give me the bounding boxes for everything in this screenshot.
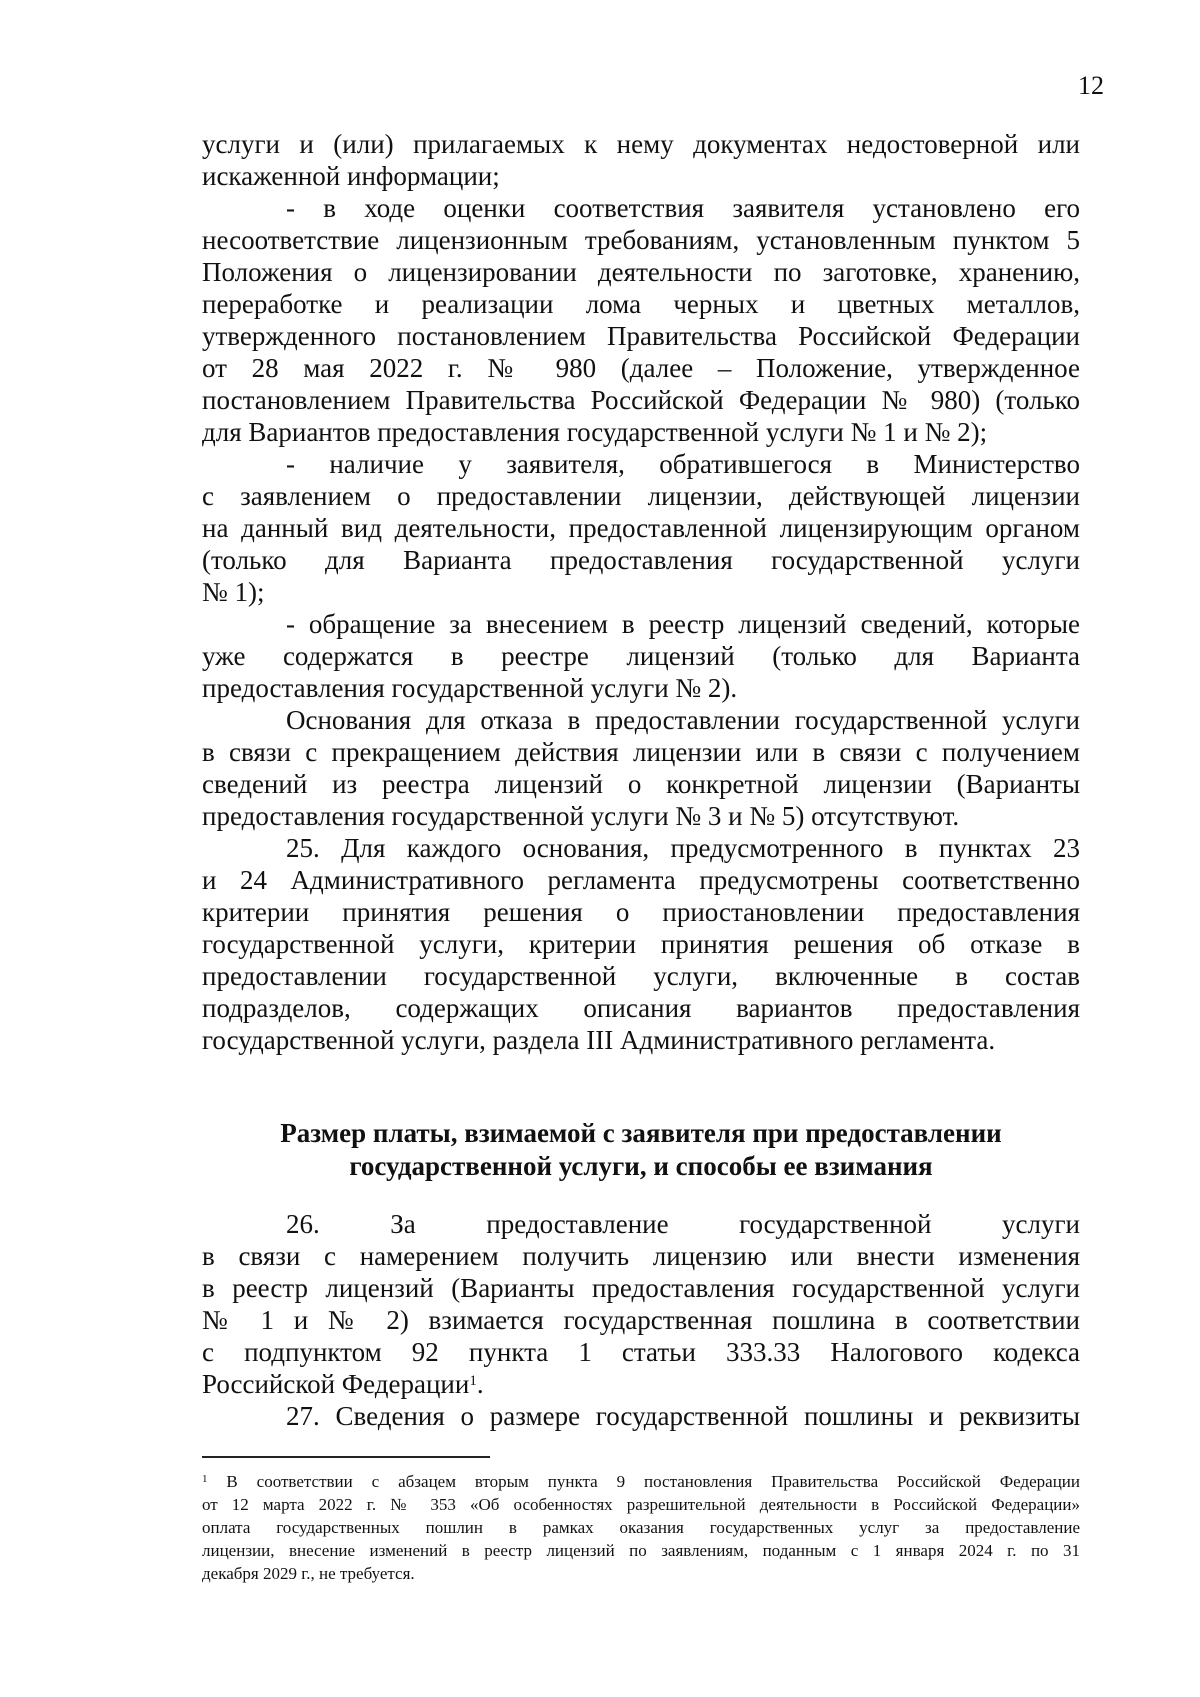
fee-line — [202, 1272, 1080, 1304]
body-line-text: государственной услуги, раздела III Административного регламента. — [202, 1025, 996, 1055]
fee-line — [202, 1400, 1080, 1432]
footnote-line — [202, 1470, 1080, 1493]
body-line-text: и 24 Административного регламента предусмотрены соответственно — [202, 865, 1080, 895]
body-line — [202, 544, 1080, 576]
footnote-line — [202, 1516, 1080, 1539]
body-line — [202, 416, 1080, 448]
body-line — [202, 160, 1080, 192]
body-line — [202, 512, 1080, 544]
body-line-text: сведений из реестра лицензий о конкретной лицензии (Варианты — [202, 769, 1080, 799]
footnote-separator — [202, 1456, 490, 1458]
body-line — [202, 928, 1080, 960]
fee-line — [202, 1208, 1080, 1240]
footnote-marker: 1 — [202, 1473, 208, 1485]
body-line — [202, 576, 1080, 608]
fee-line-text: 27. Сведения о размере государственной пошлины и реквизиты — [286, 1401, 1080, 1431]
body-line-text: Основания для отказа в предоставлении государственной услуги — [286, 705, 1080, 735]
body-line — [202, 992, 1080, 1024]
footnote-reference[interactable]: 1 — [469, 1373, 477, 1389]
fee-line-text: в реестр лицензий (Варианты предоставления государственной услуги — [202, 1273, 1080, 1303]
body-line-text: критерии принятия решения о приостановлении предоставления — [202, 897, 1080, 927]
section-heading-line-1: Размер платы, взимаемой с заявителя при предоставлении — [280, 1118, 1002, 1148]
body-line-text: подразделов, содержащих описания вариантов предоставления — [202, 993, 1080, 1023]
body-line — [202, 480, 1080, 512]
body-line-text: с заявлением о предоставлении лицензии, действующей лицензии — [202, 481, 1080, 511]
footnote-line-text: оплата государственных пошлин в рамках оказания государственных услуг за предоставление — [202, 1518, 1080, 1537]
body-line-text: предоставлении государственной услуги, включенные в состав — [202, 961, 1080, 991]
body-line-text: 25. Для каждого основания, предусмотренного в пунктах 23 — [286, 833, 1080, 863]
body-line-text: предоставления государственной услуги № 2). — [202, 673, 738, 703]
footnote-line-text: В соответствии с абзацем вторым пункта 9 постановления Правительства Российской Федерации — [226, 1472, 1081, 1491]
section-heading-line-2: государственной услуги, и способы ее взимания — [349, 1151, 933, 1181]
body-line-text: переработке и реализации лома черных и цветных металлов, — [202, 289, 1080, 319]
body-line — [202, 832, 1080, 864]
fee-line-text: в связи с намерением получить лицензию или внести изменения — [202, 1241, 1080, 1271]
body-line-text: на данный вид деятельности, предоставленной лицензирующим органом — [202, 513, 1080, 543]
body-line — [202, 608, 1080, 640]
body-line — [202, 800, 1080, 832]
body-line — [202, 320, 1080, 352]
body-line — [202, 288, 1080, 320]
body-line-text: услуги и (или) прилагаемых к нему документах недостоверной или — [202, 129, 1080, 159]
body-line-text: - в ходе оценки соответствия заявителя установлено его — [286, 193, 1080, 223]
body-line-text: утвержденного постановлением Правительства Российской Федерации — [202, 321, 1080, 351]
footnote-line — [202, 1562, 1080, 1585]
line-punctuation: . — [476, 1369, 484, 1399]
fee-line-text: 26. За предоставление государственной услуги — [286, 1209, 1080, 1239]
footnote-line-text: от 12 марта 2022 г. № 353 «Об особенностях разрешительной деятельности в Российской Федерации» — [202, 1495, 1080, 1514]
body-line — [202, 1024, 1080, 1056]
body-line-text: постановлением Правительства Российской Федерации № 980) (только — [202, 385, 1080, 415]
fee-line-text: Российской Федерации — [202, 1369, 470, 1399]
footnote — [202, 1470, 1080, 1585]
body-line — [202, 192, 1080, 224]
body-line-text: предоставления государственной услуги № 3 и № 5) отсутствуют. — [202, 801, 960, 831]
body-line-text: - обращение за внесением в реестр лицензий сведений, которые — [286, 609, 1080, 639]
body-line-text: несоответствие лицензионным требованиям, установленным пунктом 5 — [202, 225, 1080, 255]
footnote-line-text: декабря 2029 г., не требуется. — [202, 1564, 415, 1583]
body-line — [202, 704, 1080, 736]
body-line-text: уже содержатся в реестре лицензий (только для Варианта — [202, 641, 1080, 671]
fee-paragraph — [202, 1208, 1080, 1432]
body-line — [202, 352, 1080, 384]
body-line-text: для Вариантов предоставления государственной услуги № 1 и № 2); — [202, 417, 988, 447]
body-line-text: искаженной информации; — [202, 161, 500, 191]
body-line — [202, 224, 1080, 256]
body-line — [202, 896, 1080, 928]
body-line-text: от 28 мая 2022 г. № 980 (далее – Положение, утвержденное — [202, 353, 1080, 383]
body-line-text: в связи с прекращением действия лицензии или в связи с получением — [202, 737, 1080, 767]
body-line — [202, 256, 1080, 288]
body-line-text: № 1); — [202, 577, 265, 607]
fee-line-text: № 1 и № 2) взимается государственная пошлина в соответствии — [202, 1305, 1080, 1335]
fee-line — [202, 1336, 1080, 1368]
body-line — [202, 448, 1080, 480]
body-line-text: Положения о лицензировании деятельности по заготовке, хранению, — [202, 257, 1080, 287]
fee-line — [202, 1304, 1080, 1336]
body-line-text: - наличие у заявителя, обратившегося в Министерство — [286, 449, 1080, 479]
body-line — [202, 768, 1080, 800]
fee-line — [202, 1368, 1080, 1400]
fee-line — [202, 1240, 1080, 1272]
body-text — [202, 128, 1080, 1056]
footnote-line-text: лицензии, внесение изменений в реестр лицензий по заявлениям, поданным с 1 января 2024 г. по 31 — [202, 1541, 1080, 1560]
section-heading — [202, 1117, 1080, 1183]
body-line — [202, 640, 1080, 672]
body-line — [202, 864, 1080, 896]
body-line — [202, 672, 1080, 704]
page-number: 12 — [1078, 71, 1104, 100]
fee-line-text: с подпунктом 92 пункта 1 статьи 333.33 Налогового кодекса — [202, 1337, 1080, 1367]
body-line — [202, 384, 1080, 416]
body-line — [202, 960, 1080, 992]
body-line — [202, 736, 1080, 768]
body-line — [202, 128, 1080, 160]
body-line-text: (только для Варианта предоставления государственной услуги — [202, 545, 1080, 575]
footnote-line — [202, 1493, 1080, 1516]
body-line-text: государственной услуги, критерии принятия решения об отказе в — [202, 929, 1080, 959]
footnote-line — [202, 1539, 1080, 1562]
